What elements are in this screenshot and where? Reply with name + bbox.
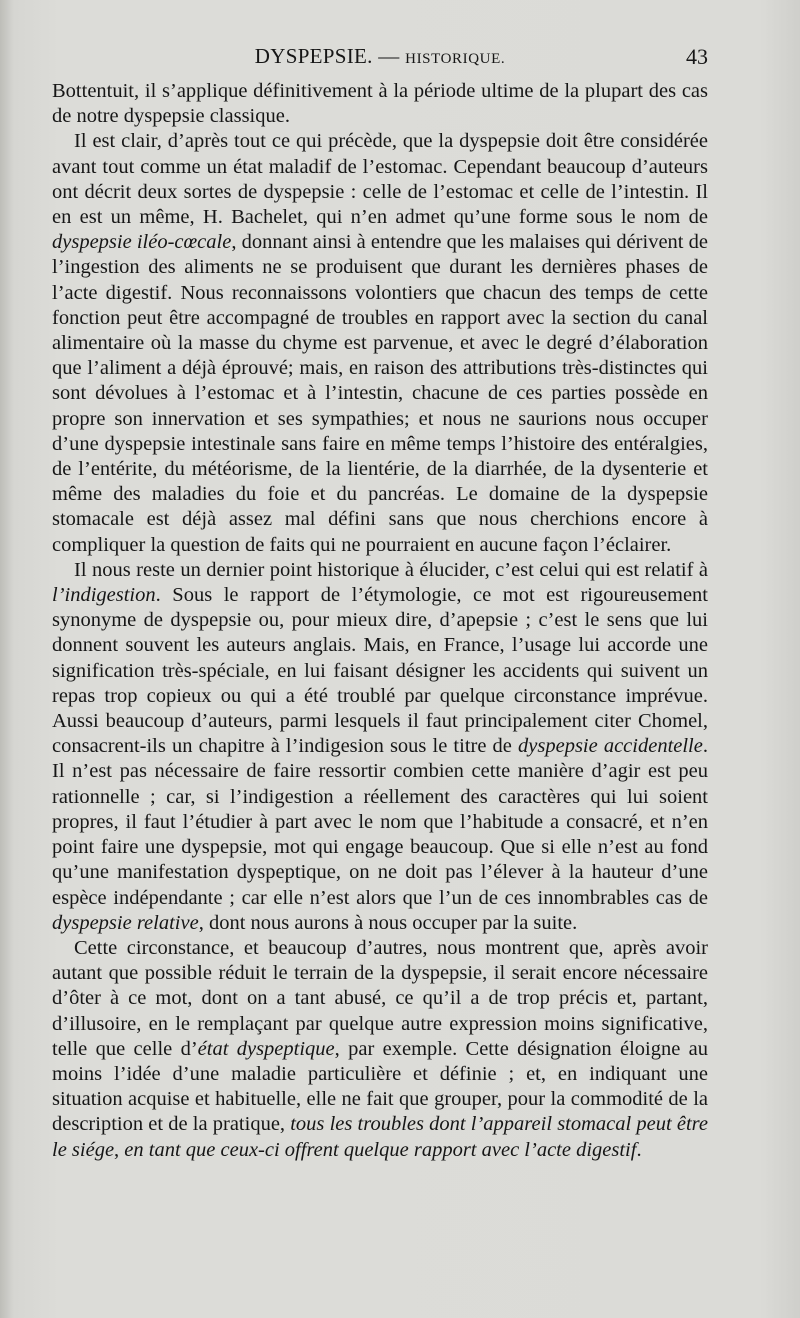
italic-phrase: l’indigestion [52, 584, 156, 607]
text-run: . Il n’est pas nécessaire de faire ressortir combien cette manière d’agir est peu rationnelle ; car, si l’indigestion a réellement des caractères qui lui soient propres, il faut l’étudier à part avec le nom que l’habitude a consacré, et n’en point faire une dyspepsie, mot qui engage beaucoup. Que si elle n’est au fond qu’une manifestation dyspeptique, on ne doit pas l’élever à la hauteur d’une espèce indépendante ; car elle n’est alors que l’un de ces innombrables cas de [52, 735, 708, 909]
paragraph [52, 558, 708, 936]
paragraph [52, 79, 708, 129]
text-run: . [636, 1138, 642, 1161]
title-main: DYSPEPSIE. [254, 44, 373, 68]
page-number: 43 [686, 44, 708, 69]
text-run: Bottentuit, il s’applique définitivement à la période ultime de la plupart des cas de notre dyspepsie classique. [52, 80, 708, 128]
paragraph [52, 129, 708, 557]
body-text [52, 79, 708, 1163]
italic-phrase: tous les troubles dont l’appareil stomacal peut être le siége [52, 1113, 708, 1161]
text-run: , donnant ainsi à entendre que les malaises qui dérivent de l’ingestion des aliments ne se produisent que durant les dernières phases de l’acte digestif. Nous reconnaissons volontiers que chacun des temps de cette fonction peut être accompagné de troubles en rapport avec la section du canal alimentaire où la masse du chyme est parvenue, et avec le degré d’élaboration que l’aliment a déjà éprouvé; mais, en raison des attributions très-distinctes qui sont dévolues à l’estomac et à l’intestin, chacune de ces parties possède en propre son innervation et ses sympathies; et nous ne saurions nous occuper d’une dyspepsie intestinale sans faire en même temps l’histoire des entéralgies, de l’entérite, du météorisme, de la lientérie, de la diarrhée, de la dysenterie et même des maladies du foie et du pancréas. Le domaine de la dyspepsie stomacale est déjà assez mal défini sans que nous cherchions encore à compliquer la question de faits qui ne pourraient en aucune façon l’éclairer. [52, 231, 708, 556]
title-dash: — [372, 44, 406, 68]
italic-phrase: état dyspeptique [197, 1037, 335, 1060]
running-title [52, 44, 708, 69]
running-header [52, 44, 708, 74]
italic-phrase: en tant que ceux-ci offrent quelque rapport avec l’acte digestif [124, 1138, 637, 1161]
text-run: , par exemple. Cette désignation éloigne au moins l’idée d’une maladie particulière et définie ; et, en indiquant une situation acquise et habituelle, elle ne fait que grouper, pour la commodité de la description et de la pratique, [52, 1037, 708, 1136]
italic-phrase: dyspepsie relative [52, 911, 199, 934]
text-run: Cette circonstance, et beaucoup d’autres, nous montrent que, après avoir autant que possible réduit le terrain de la dyspepsie, il serait encore nécessaire d’ôter à ce mot, dont on a tant abusé, ce qu’il a de trop précis et, partant, d’illusoire, en le remplaçant par quelque autre expression moins significative, telle que celle d’ [52, 936, 708, 1060]
italic-phrase: dyspepsie accidentelle [518, 735, 703, 758]
text-run: Il nous reste un dernier point historique à élucider, c’est celui qui est relatif à [74, 558, 708, 581]
text-run: . Sous le rapport de l’étymologie, ce mot est rigoureusement synonyme de dyspepsie ou, pour mieux dire, d’apepsie ; c’est le sens que lui donnent souvent les auteurs anglais. Mais, en France, l’usage lui accorde une signification très-spéciale, en lui faisant désigner les accidents qui suivent un repas trop copieux ou qui a été troublé par quelque circonstance imprévue. Aussi beaucoup d’auteurs, parmi lesquels il faut principalement citer Chomel, consacrent-ils un chapitre à l’indigesion sous le titre de [52, 584, 708, 758]
italic-phrase: dyspepsie iléo-cœcale [52, 231, 232, 254]
paragraph [52, 936, 708, 1163]
text-run: , [114, 1138, 125, 1161]
text-run: Il est clair, d’après tout ce qui précède, que la dyspepsie doit être considérée avant tout comme un état maladif de l’estomac. Cependant beaucoup d’auteurs ont décrit deux sortes de dyspepsie : celle de l’estomac et celle de l’intestin. Il en est un même, H. Bachelet, qui n’en admet qu’une forme sous le nom de [52, 130, 708, 229]
text-run: , dont nous aurons à nous occuper par la suite. [198, 911, 578, 934]
title-sub: HISTORIQUE. [405, 51, 506, 67]
